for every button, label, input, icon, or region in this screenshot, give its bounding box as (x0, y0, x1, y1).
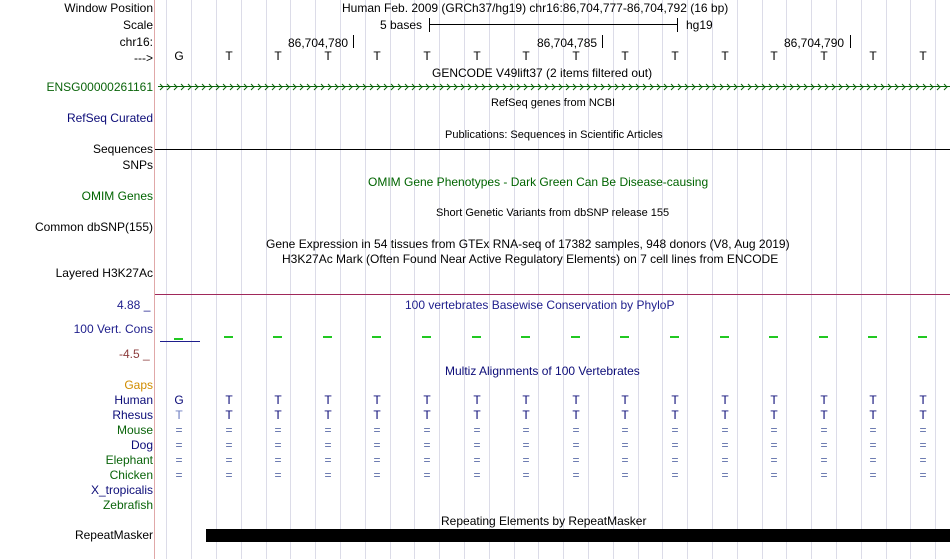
sequence-base: T (473, 49, 481, 63)
coord-tick-2 (602, 35, 603, 48)
alignment-base: T (621, 408, 629, 422)
conservation-bar (620, 336, 629, 338)
alignment-base: T (423, 393, 431, 407)
alignment-base: = (671, 453, 679, 467)
alignment-base: = (869, 438, 877, 452)
alignment-base: T (175, 408, 183, 422)
conservation-bar (868, 336, 877, 338)
alignment-base: = (522, 453, 530, 467)
alignment-base: = (671, 423, 679, 437)
alignment-base: = (522, 438, 530, 452)
alignment-base: T (671, 393, 679, 407)
gaps-label[interactable]: Gaps (124, 378, 153, 392)
alignment-base: T (770, 408, 778, 422)
alignment-base: = (522, 423, 530, 437)
alignment-base: = (572, 468, 580, 482)
gtex-track-title[interactable]: Gene Expression in 54 tissues from GTEx RNA-seq of 17382 samples, 948 donors (V8, Aug 2019) (266, 237, 790, 251)
h3k27ac-track-title[interactable]: H3K27Ac Mark (Often Found Near Active Regulatory Elements) on 7 cell lines from ENCODE (282, 252, 779, 266)
alignment-base: = (621, 438, 629, 452)
alignment-base: T (324, 393, 332, 407)
sequence-base: T (423, 49, 431, 63)
species-label-chicken[interactable]: Chicken (109, 468, 153, 482)
alignment-base: = (572, 438, 580, 452)
species-label-rhesus[interactable]: Rhesus (112, 408, 153, 422)
alignment-base: T (473, 393, 481, 407)
sequence-base: T (770, 49, 778, 63)
alignment-base: = (473, 453, 481, 467)
sequences-line (155, 149, 950, 150)
alignment-base: = (721, 423, 729, 437)
chrom-label: chr16: (119, 35, 153, 49)
sequence-base: T (869, 49, 877, 63)
alignment-base: = (274, 453, 282, 467)
alignment-base: = (671, 438, 679, 452)
conservation-bar (273, 336, 282, 338)
species-label-elephant[interactable]: Elephant (105, 453, 153, 467)
alignment-base: = (919, 438, 927, 452)
repeatmasker-track-title[interactable]: Repeating Elements by RepeatMasker (441, 514, 647, 528)
alignment-base: = (820, 453, 828, 467)
coord-tick-1 (353, 35, 354, 48)
species-label-human[interactable]: Human (114, 393, 153, 407)
alignment-base: = (770, 423, 778, 437)
label-track-separator (154, 0, 155, 559)
conservation-bar (521, 336, 530, 338)
alignment-base: = (324, 468, 332, 482)
species-label-mouse[interactable]: Mouse (116, 423, 153, 437)
alignment-base: = (869, 453, 877, 467)
alignment-base: = (869, 423, 877, 437)
alignment-base: T (324, 408, 332, 422)
conservation-bar (372, 336, 381, 338)
h3k27ac-label[interactable]: Layered H3K27Ac (55, 266, 153, 280)
repeatmasker-label[interactable]: RepeatMasker (74, 528, 153, 542)
alignment-base: = (473, 438, 481, 452)
alignment-base: T (423, 408, 431, 422)
alignment-base: = (770, 438, 778, 452)
alignment-base: T (225, 393, 233, 407)
omim-track-title[interactable]: OMIM Gene Phenotypes - Dark Green Can Be Disease-causing (368, 175, 709, 189)
sequence-base: T (621, 49, 629, 63)
alignment-base: = (423, 453, 431, 467)
sequences-label[interactable]: Sequences (92, 142, 153, 156)
alignment-base: = (820, 423, 828, 437)
coord-label-1: 86,704,780 (288, 36, 349, 50)
coord-label-2: 86,704,785 (537, 36, 598, 50)
alignment-base: = (721, 453, 729, 467)
publications-track-title[interactable]: Publications: Sequences in Scientific Articles (445, 129, 663, 141)
alignment-base: = (621, 423, 629, 437)
alignment-base: = (721, 438, 729, 452)
alignment-base: = (473, 468, 481, 482)
conservation-min-value: -4.5 _ (119, 347, 150, 361)
alignment-base: = (175, 453, 183, 467)
alignment-base: = (473, 423, 481, 437)
alignment-base: = (225, 453, 233, 467)
dbsnp-label[interactable]: Common dbSNP(155) (34, 220, 153, 234)
conservation-bar (422, 336, 431, 338)
omim-genes-label[interactable]: OMIM Genes (81, 189, 153, 203)
h3k27ac-baseline (155, 294, 950, 295)
alignment-base: T (473, 408, 481, 422)
conservation-max-value: 4.88 _ (117, 298, 151, 312)
conservation-label[interactable]: 100 Vert. Cons (73, 322, 153, 336)
alignment-base: T (274, 393, 282, 407)
conservation-baseline-segment (160, 341, 200, 342)
conservation-bar (224, 336, 233, 338)
alignment-base: = (770, 468, 778, 482)
conservation-track-title[interactable]: 100 vertebrates Basewise Conservation by PhyloP (405, 298, 675, 312)
sequence-base: T (721, 49, 729, 63)
alignment-base: = (274, 423, 282, 437)
sequence-base: T (919, 49, 927, 63)
sequence-base: G (174, 49, 184, 63)
alignment-base: = (671, 468, 679, 482)
alignment-base: = (423, 438, 431, 452)
alignment-base: = (274, 468, 282, 482)
alignment-base: = (770, 453, 778, 467)
conservation-bar (670, 336, 679, 338)
alignment-base: G (174, 393, 184, 407)
alignment-base: T (522, 408, 530, 422)
alignment-base: = (621, 468, 629, 482)
alignment-base: = (324, 453, 332, 467)
sequence-base: T (225, 49, 233, 63)
alignment-base: = (919, 468, 927, 482)
sequence-base: T (522, 49, 530, 63)
alignment-base: T (820, 408, 828, 422)
scale-assembly: hg19 (686, 18, 713, 32)
alignment-base: = (373, 453, 381, 467)
alignment-base: T (721, 408, 729, 422)
alignment-base: T (572, 408, 580, 422)
conservation-bar (720, 336, 729, 338)
alignment-base: = (423, 468, 431, 482)
species-label-zebrafish[interactable]: Zebrafish (102, 498, 153, 512)
alignment-base: = (274, 438, 282, 452)
alignment-base: T (919, 393, 927, 407)
conservation-bar (174, 338, 183, 340)
scale-label: Scale (122, 18, 153, 32)
refseq-track-title[interactable]: RefSeq genes from NCBI (491, 97, 616, 109)
alignment-base: T (820, 393, 828, 407)
alignment-base: = (373, 423, 381, 437)
alignment-base: = (225, 468, 233, 482)
alignment-base: T (721, 393, 729, 407)
alignment-base: T (770, 393, 778, 407)
coord-tick-3 (850, 35, 851, 48)
alignment-base: = (721, 468, 729, 482)
sequence-base: T (274, 49, 282, 63)
coord-label-3: 86,704,790 (784, 36, 845, 50)
conservation-bar (472, 336, 481, 338)
conservation-bar (769, 336, 778, 338)
sequence-base: T (324, 49, 332, 63)
refseq-curated-label[interactable]: RefSeq Curated (66, 111, 153, 125)
alignment-base: = (919, 453, 927, 467)
alignment-base: = (522, 468, 530, 482)
alignment-base: = (869, 468, 877, 482)
alignment-base: = (820, 438, 828, 452)
alignment-base: = (175, 423, 183, 437)
sequence-base: T (572, 49, 580, 63)
alignment-base: T (225, 408, 233, 422)
conservation-bar (323, 336, 332, 338)
species-label-dog[interactable]: Dog (130, 438, 153, 452)
scale-text: 5 bases (380, 18, 423, 32)
alignment-base: = (175, 468, 183, 482)
alignment-base: = (225, 438, 233, 452)
alignment-base: = (621, 453, 629, 467)
alignment-base: = (572, 453, 580, 467)
alignment-base: T (869, 393, 877, 407)
alignment-base: = (423, 423, 431, 437)
alignment-base: = (225, 423, 233, 437)
conservation-bar (819, 336, 828, 338)
conservation-bar (571, 336, 580, 338)
alignment-base: T (274, 408, 282, 422)
alignment-base: = (820, 468, 828, 482)
gencode-track-title[interactable]: GENCODE V49lift37 (2 items filtered out) (432, 66, 653, 80)
alignment-base: = (572, 423, 580, 437)
alignment-base: T (621, 393, 629, 407)
gencode-gene-feature[interactable] (158, 81, 950, 93)
alignment-base: T (869, 408, 877, 422)
alignment-base: = (919, 423, 927, 437)
alignment-base: T (373, 408, 381, 422)
alignment-base: = (373, 468, 381, 482)
alignment-base: T (373, 393, 381, 407)
window-position-label: Window Position (64, 1, 153, 15)
window-position-value: Human Feb. 2009 (GRCh37/hg19) chr16:86,704,777-86,704,792 (16 bp) (342, 1, 729, 15)
alignment-base: = (175, 438, 183, 452)
sequence-base: T (373, 49, 381, 63)
alignment-base: = (324, 438, 332, 452)
alignment-base: T (572, 393, 580, 407)
snps-label[interactable]: SNPs (122, 158, 153, 172)
species-label-x_tropicalis[interactable]: X_tropicalis (90, 483, 153, 497)
conservation-bar (918, 336, 927, 338)
alignment-base: T (522, 393, 530, 407)
alignment-base: T (919, 408, 927, 422)
alignment-base: = (373, 438, 381, 452)
alignment-base: T (671, 408, 679, 422)
dbsnp-track-title[interactable]: Short Genetic Variants from dbSNP release 155 (436, 207, 670, 219)
multiz-track-title[interactable]: Multiz Alignments of 100 Vertebrates (445, 364, 640, 378)
sequence-base: T (820, 49, 828, 63)
repeatmasker-feature[interactable] (206, 529, 950, 542)
strand-arrow-label: ---> (134, 51, 153, 65)
gencode-item-label[interactable]: ENSG00000261161 (46, 80, 153, 94)
sequence-base: T (671, 49, 679, 63)
alignment-base: = (324, 423, 332, 437)
